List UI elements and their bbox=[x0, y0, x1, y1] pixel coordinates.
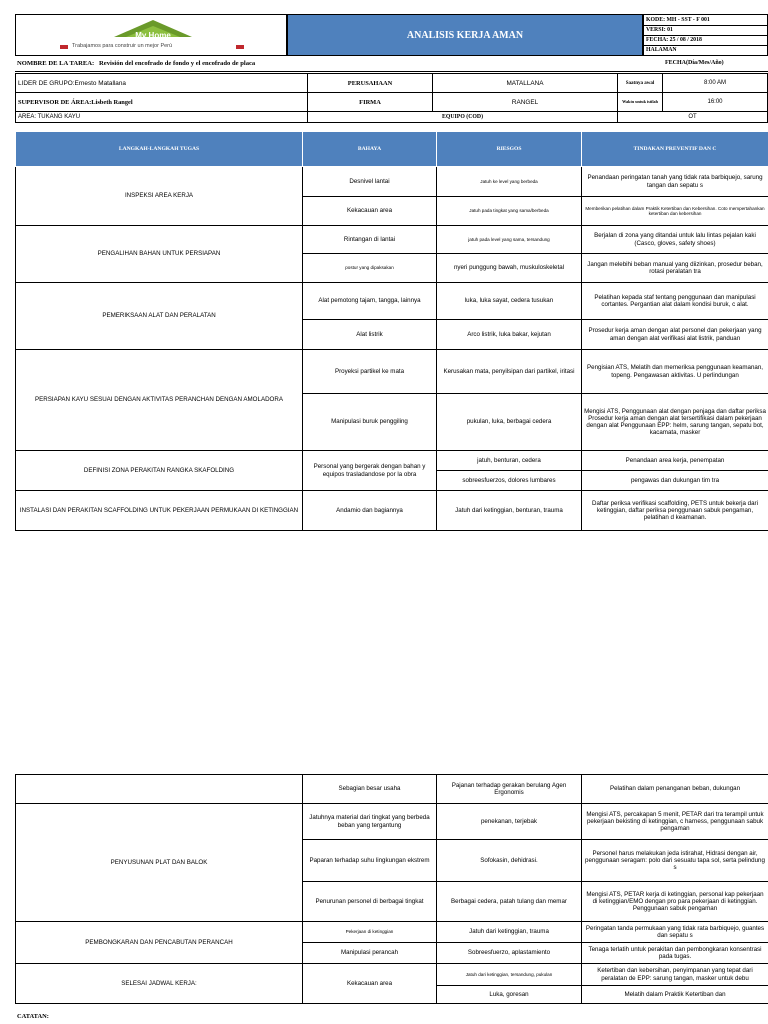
preventive-cell: Penandaan peringatan tanah yang tidak rata barbiquejo, sarung tangan dan sepatu s bbox=[582, 167, 768, 197]
preventive-cell: Jangan melebihi beban manual yang diizinkan, prosedur beban, rotasi peralatan tra bbox=[582, 254, 768, 283]
analysis-table-page1 bbox=[15, 131, 768, 531]
logo-flag-left-icon bbox=[60, 45, 68, 49]
preventive-cell: Memberikan pelatihan dalam Praktik Ketertiban dan Kebersihan. Coto mempertahankan ketertiban dan kebersihan bbox=[582, 197, 768, 226]
task-step bbox=[16, 775, 303, 804]
company-label: PERUSAHAAN bbox=[308, 74, 433, 93]
risk-cell: penekanan, terjebak bbox=[437, 804, 582, 840]
hazard-cell: Jatuhnya material dari tingkat yang berbeda beban yang tergantung bbox=[303, 804, 437, 840]
preventive-cell: Daftar periksa verifikasi scaffolding, PETS untuk bekerja dari ketinggian, daftar periksa penggunaan sabuk pengaman, pelatihan d keamanan. bbox=[582, 491, 768, 531]
meta-table bbox=[15, 73, 768, 123]
preventive-cell: Ketertiban dan kebersihan, penyimpanan yang tepat dari peralatan de EPP: sarung tangan, masker untuk debu bbox=[582, 964, 768, 986]
hazard-cell: Sebagian besar usaha bbox=[303, 775, 437, 804]
preventive-cell: Pengisian ATS, Melatih dan memeriksa penggunaan keamanan, topeng. Pengawasan aktivitas. U perlindungan bbox=[582, 350, 768, 394]
risk-cell: Jatuh ke level yang berbeda bbox=[437, 167, 582, 197]
risk-cell: Sofokasin, dehidrasi. bbox=[437, 840, 582, 882]
kode-label: KODE: MH - SST - F 001 bbox=[646, 17, 710, 23]
preventive-cell: Pelatihan kepada staf tentang penggunaan dan manipulasi cortantes. Pergantian alat dalam kondisi buruk, c alat. bbox=[582, 283, 768, 320]
task-name-row bbox=[15, 58, 768, 72]
signature-value: RANGEL bbox=[433, 93, 618, 112]
task-name-value: Revisión del encofrado de fondo y el encofrado de placa bbox=[99, 60, 256, 67]
risk-cell: Jatuh dari ketinggian, benturan, trauma bbox=[437, 491, 582, 531]
task-step: INSTALASI DAN PERAKITAN SCAFFOLDING UNTUK PEKERJAAN PERMUKAAN DI KETINGGIAN bbox=[16, 491, 303, 531]
risk-cell: jatuh pada level yang sama, tersandung bbox=[437, 226, 582, 254]
task-step: PENYUSUNAN PLAT DAN BALOK bbox=[16, 804, 303, 922]
risk-cell: Luka, goresan bbox=[437, 986, 582, 1004]
hazard-cell: Penurunan personel di berbagai tingkat bbox=[303, 882, 437, 922]
signature-label: FIRMA bbox=[308, 93, 433, 112]
risk-cell: Jatuh pada tingkat yang sama/berbeda bbox=[437, 197, 582, 226]
versi-label: VERSI: 01 bbox=[646, 27, 673, 33]
risk-cell: Sobreesfuerzo, aplastamiento bbox=[437, 943, 582, 964]
preventive-cell: Personel harus melakukan jeda istirahat, Hidrasi dengan air, penggunaan seragam: polo dari sesuatu tapa sol, serta pelindung s bbox=[582, 840, 768, 882]
hazard-cell: Paparan terhadap suhu lingkungan ekstrem bbox=[303, 840, 437, 882]
risk-cell: pukulan, luka, berbagai cedera bbox=[437, 394, 582, 451]
document-title: ANALISIS KERJA AMAN bbox=[287, 14, 643, 56]
preventive-cell: Melatih dalam Praktik Ketertiban dan bbox=[582, 986, 768, 1004]
hazard-cell: Alat pemotong tajam, tangga, lainnya bbox=[303, 283, 437, 320]
preventive-cell: Mengisi ATS, PETAR kerja di ketinggian, personal kap pekerjaan di ketinggian/EMO dengan pro para pekerjaan di ketinggian. Penggunaan sabuk pengaman bbox=[582, 882, 768, 922]
logo-flag-right-icon bbox=[236, 45, 244, 49]
start-time-label: Saatnya awal bbox=[618, 74, 663, 93]
preventive-cell: pengawas dan dukungan tim tra bbox=[582, 471, 768, 491]
logo-tagline: Trabajamos para construir un mejor Perú bbox=[72, 43, 173, 49]
risk-cell: sobreesfuerzos, dolores lumbares bbox=[437, 471, 582, 491]
notes-label: CATATAN: bbox=[17, 1013, 49, 1020]
risk-cell: Berbagai cedera, patah tulang dan memar bbox=[437, 882, 582, 922]
preventive-cell: Peringatan tanda permukaan yang tidak rata barbiquejo, guantes dan sepatu s bbox=[582, 922, 768, 943]
hazard-cell: Rintangan di lantai bbox=[303, 226, 437, 254]
preventive-cell: Berjalan di zona yang ditandai untuk lalu lintas pejalan kaki (Casco, gloves, safety shoes) bbox=[582, 226, 768, 254]
column-header-preventive: TINDAKAN PREVENTIF DAN C bbox=[582, 132, 768, 167]
document-code-box bbox=[643, 14, 768, 56]
date-label: FECHA(Día/Mes/Año) bbox=[665, 60, 724, 66]
end-time-label: Waktu untuk istilah bbox=[618, 93, 663, 112]
area-supervisor: SUPERVISOR DE ÁREA:Lisbeth Rangel bbox=[16, 93, 308, 112]
preventive-cell: Mengisi ATS, Penggunaan alat dengan penjaga dan daftar periksa Prosedur kerja aman dengan alat tersertifikasi dalam pekerjaan dengan alat Penggunaan EPP: helm, sarung tangan, sepatu bot, kacamata, masker bbox=[582, 394, 768, 451]
preventive-cell: Tenaga terlatih untuk perakitan dan pembongkaran konsentrasi pada tugas. bbox=[582, 943, 768, 964]
task-name-label: NOMBRE DE LA TAREA: bbox=[17, 60, 95, 67]
company-value: MATALLANA bbox=[433, 74, 618, 93]
equipment-label: EQUIPO (COD) bbox=[308, 112, 618, 123]
hazard-cell: Proyeksi partikel ke mata bbox=[303, 350, 437, 394]
logo-text: My Home bbox=[135, 31, 171, 40]
task-step: PEMERIKSAAN ALAT DAN PERALATAN bbox=[16, 283, 303, 350]
task-step: INSPEKSI AREA KERJA bbox=[16, 167, 303, 226]
logo-box bbox=[15, 14, 287, 56]
task-step: PENGALIHAN BAHAN UNTUK PERSIAPAN bbox=[16, 226, 303, 283]
hazard-cell: Personal yang bergerak dengan bahan y equipos trasladandose por la obra bbox=[303, 451, 437, 491]
group-leader: LIDER DE GRUPO:Ernesto Matallana bbox=[16, 74, 308, 93]
preventive-cell: Mengisi ATS, percakapan 5 menit, PETAR dari tra terampil untuk pekerjaan bekisting di ketinggian, c harness, penggunaan sabuk pengaman bbox=[582, 804, 768, 840]
start-time-value: 8:00 AM bbox=[663, 74, 768, 93]
end-time-value: 16:00 bbox=[663, 93, 768, 112]
hazard-cell: postur yang dipaksakan bbox=[303, 254, 437, 283]
risk-cell: jatuh, benturan, cedera bbox=[437, 451, 582, 471]
hazard-cell: Manipulasi buruk penggiling bbox=[303, 394, 437, 451]
task-step: SELESAI JADWAL KERJA: bbox=[16, 964, 303, 1004]
ot-label: OT bbox=[618, 112, 768, 123]
halaman-label: HALAMAN bbox=[646, 47, 677, 53]
hazard-cell: Alat listrik bbox=[303, 320, 437, 350]
hazard-cell: Kekacauan area bbox=[303, 197, 437, 226]
preventive-cell: Pelatihan dalam penanganan beban, dukungan bbox=[582, 775, 768, 804]
risk-cell: luka, luka sayat, cedera tusukan bbox=[437, 283, 582, 320]
area-field: AREA: TUKANG KAYU bbox=[16, 112, 308, 123]
risk-cell: Pajanan terhadap gerakan berulang Agen Ergonomis bbox=[437, 775, 582, 804]
hazard-cell: Manipulasi perancah bbox=[303, 943, 437, 964]
risk-cell: Jatuh dari ketinggian, trauma bbox=[437, 922, 582, 943]
analysis-table-page2 bbox=[15, 774, 768, 1004]
risk-cell: Jatuh dari ketinggian, tersandung, pukulan bbox=[437, 964, 582, 986]
task-step: PEMBONGKARAN DAN PENCABUTAN PERANCAH bbox=[16, 922, 303, 964]
fecha-label: FECHA: 25 / 08 / 2018 bbox=[646, 37, 702, 43]
task-step: DEFINISI ZONA PERAKITAN RANGKA SKAFOLDING bbox=[16, 451, 303, 491]
hazard-cell: Pekerjaan di ketinggian bbox=[303, 922, 437, 943]
hazard-cell: Kekacauan area bbox=[303, 964, 437, 1004]
hazard-cell: Andamio dan bagiannya bbox=[303, 491, 437, 531]
column-header-steps: LANGKAH-LANGKAH TUGAS bbox=[16, 132, 303, 167]
hazard-cell: Desnivel lantai bbox=[303, 167, 437, 197]
risk-cell: Kerusakan mata, penyilsipan dari partikel, iritasi bbox=[437, 350, 582, 394]
risk-cell: Arco listrik, luka bakar, kejutan bbox=[437, 320, 582, 350]
risk-cell: nyeri punggung bawah, muskuloskeletal bbox=[437, 254, 582, 283]
column-header-hazard: BAHAYA bbox=[303, 132, 437, 167]
preventive-cell: Penandaan area kerja, penempatan bbox=[582, 451, 768, 471]
preventive-cell: Prosedur kerja aman dengan alat personel dan pekerjaan yang aman dengan alat verifikasi alat listrik, panduan bbox=[582, 320, 768, 350]
task-step: PERSIAPAN KAYU SESUAI DENGAN AKTIVITAS PERANCHAN DENGAN AMOLADORA bbox=[16, 350, 303, 451]
column-header-risk: RIESGOS bbox=[437, 132, 582, 167]
